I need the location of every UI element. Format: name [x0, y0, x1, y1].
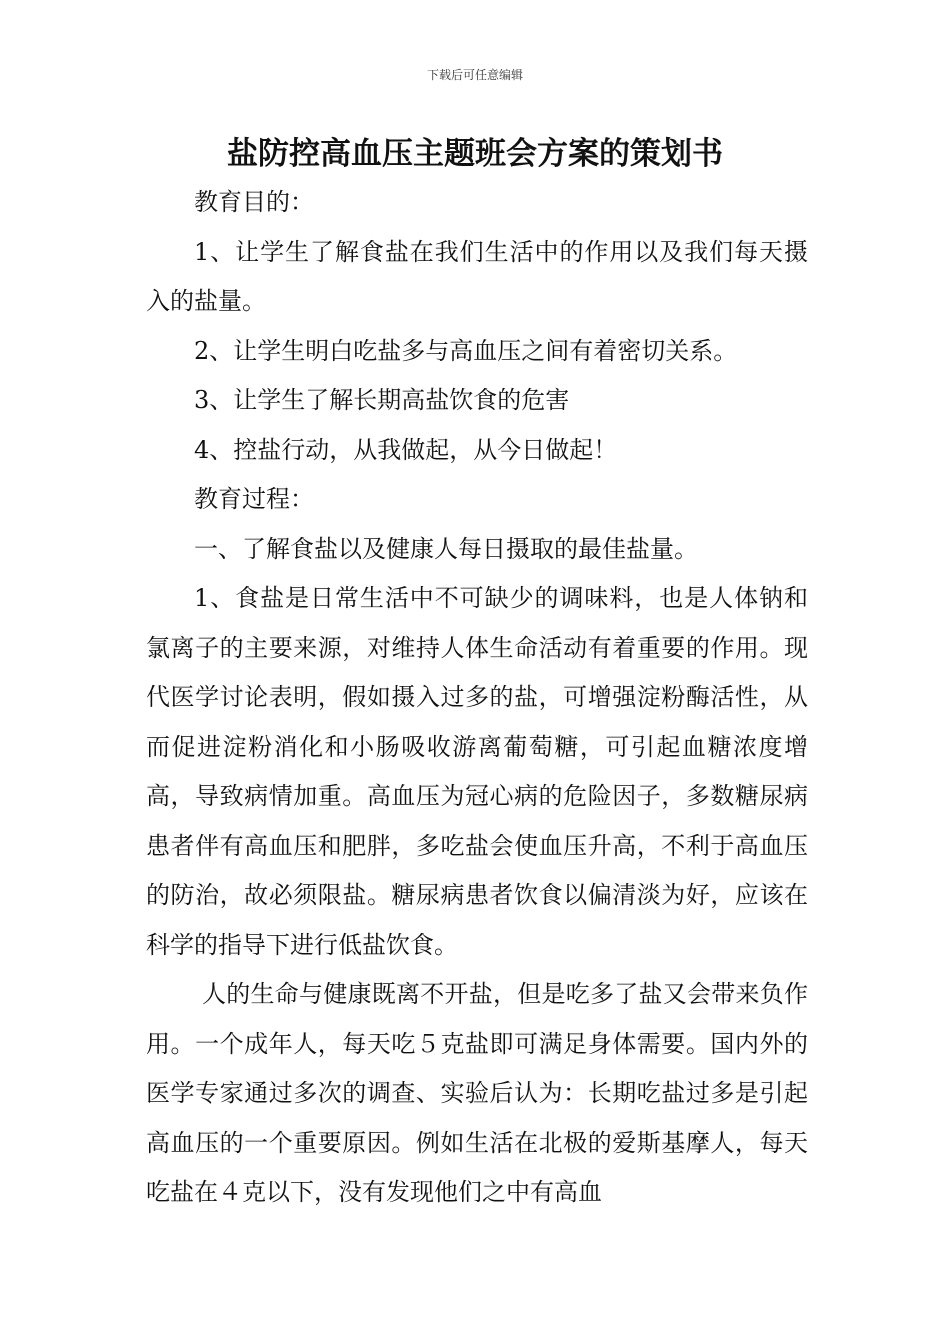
paragraph-section-1-heading: 一、了解食盐以及健康人每日摄取的最佳盐量。 — [194, 534, 698, 563]
paragraph-goal-4: 4、控盐行动，从我做起，从今日做起！ — [194, 435, 618, 464]
header-note: 下载后可任意编辑 — [426, 68, 523, 82]
paragraph-education-goal-heading: 教育目的： — [194, 188, 314, 216]
paragraph-education-process-heading: 教育过程： — [194, 485, 314, 513]
document-title: 盐防控高血压主题班会方案的策划书 — [227, 136, 723, 172]
paragraph-goal-1: 1、让学生了解食盐在我们生活中的作用以及我们每天摄入的盐量。 — [146, 237, 808, 315]
paragraph-salt-role: 1、食盐是日常生活中不可缺少的调味料，也是人体钠和氯离子的主要来源，对维持人体生命活动有着重要的作用。现代医学讨论表明，假如摄入过多的盐，可增强淀粉酶活性，从而促进淀粉消化和小肠吸收游离葡萄糖，可引起血糖浓度增高，导致病情加重。高血压为冠心病的危险因子，多数糖尿病患者伴有高血压和肥胖，多吃盐会使血压升高，不利于高血压的防治，故必须限盐。糖尿病患者饮食以偏清淡为好，应该在科学的指导下进行低盐饮食。 — [146, 584, 808, 959]
paragraph-goal-3: 3、让学生了解长期高盐饮食的危害 — [194, 386, 570, 414]
paragraph-goal-2: 2、让学生明白吃盐多与高血压之间有着密切关系。 — [194, 336, 738, 365]
paragraph-salt-health: 人的生命与健康既离不开盐，但是吃多了盐又会带来负作用。一个成年人，每天吃５克盐即可满足身体需要。国内外的医学专家通过多次的调查、实验后认为：长期吃盐过多是引起高血压的一个重要原因。例如生活在北极的爱斯基摩人，每天吃盐在４克以下，没有发现他们之中有高血 — [146, 980, 808, 1206]
document-body — [146, 178, 808, 1218]
